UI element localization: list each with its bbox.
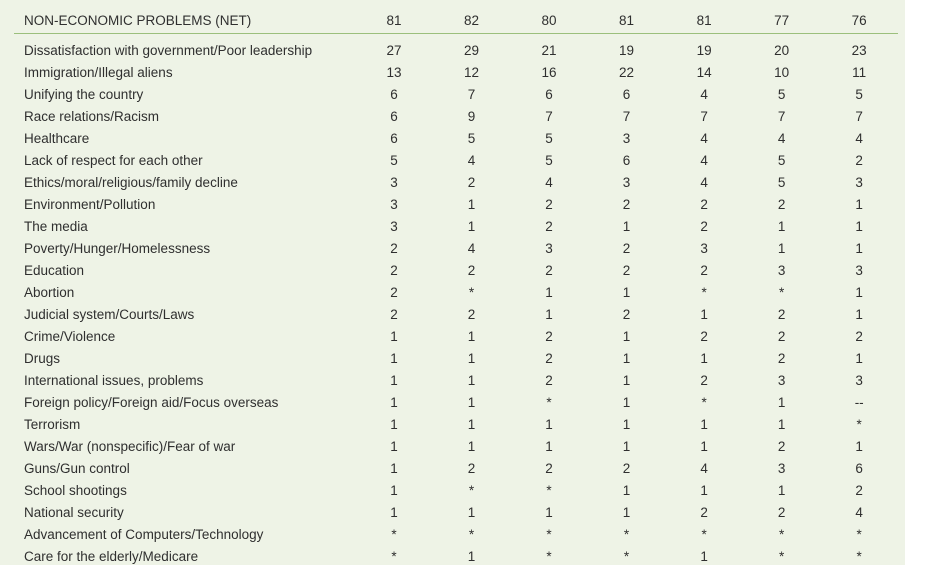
cell-value: 1 xyxy=(700,351,708,366)
row-label: Healthcare xyxy=(24,131,90,146)
cell-value: 1 xyxy=(622,483,631,498)
cell-value: 6 xyxy=(545,87,553,102)
cell-value: 19 xyxy=(619,43,635,58)
cell-value: * xyxy=(546,527,552,542)
cell-value: 3 xyxy=(777,263,786,278)
row-label: Crime/Violence xyxy=(24,329,116,344)
cell-value: 1 xyxy=(622,285,631,300)
cell-value: 1 xyxy=(777,483,786,498)
cell-value: 2 xyxy=(700,373,708,388)
cell-value: 1 xyxy=(467,351,476,366)
cell-value: 1 xyxy=(545,285,553,300)
cell-value: * xyxy=(701,285,707,300)
row-label: School shootings xyxy=(24,483,127,498)
cell-value: 1 xyxy=(855,351,863,366)
problems-table xyxy=(14,8,898,568)
cell-value: 1 xyxy=(622,439,631,454)
cell-value: 5 xyxy=(390,153,398,168)
cell-value: 1 xyxy=(390,505,398,520)
table-row xyxy=(14,106,898,128)
table-row xyxy=(14,502,898,524)
cell-value: 1 xyxy=(855,241,863,256)
cell-value: 1 xyxy=(700,483,708,498)
row-label: National security xyxy=(24,505,124,520)
cell-value: 2 xyxy=(390,307,398,322)
cell-value: 5 xyxy=(777,87,786,102)
cell-value: 1 xyxy=(545,417,553,432)
cell-value: 1 xyxy=(777,241,786,256)
cell-value: * xyxy=(856,549,862,564)
cell-value: 3 xyxy=(855,263,863,278)
cell-value: 19 xyxy=(696,43,712,58)
cell-value: 1 xyxy=(622,395,631,410)
cell-value: 1 xyxy=(622,329,631,344)
cell-value: 1 xyxy=(467,505,476,520)
cell-value: 1 xyxy=(855,285,863,300)
cell-value: 2 xyxy=(545,263,553,278)
cell-value: 2 xyxy=(545,461,553,476)
table-row xyxy=(14,304,898,326)
cell-value: 23 xyxy=(851,43,867,58)
cell-value: 3 xyxy=(855,373,863,388)
cell-value: 2 xyxy=(777,329,786,344)
cell-value: 1 xyxy=(545,505,553,520)
cell-value: 2 xyxy=(777,197,786,212)
cell-value: 3 xyxy=(777,461,786,476)
cell-value: 2 xyxy=(622,241,631,256)
cell-value: 6 xyxy=(390,109,398,124)
row-label: The media xyxy=(24,219,88,234)
cell-value: 1 xyxy=(467,197,476,212)
cell-value: 9 xyxy=(467,109,476,124)
cell-value: 82 xyxy=(433,8,511,34)
cell-value: 1 xyxy=(390,329,398,344)
cell-value: 4 xyxy=(700,153,708,168)
cell-value: 1 xyxy=(467,219,476,234)
cell-value: 2 xyxy=(545,373,553,388)
cell-value: 7 xyxy=(545,109,553,124)
cell-value: 1 xyxy=(855,307,863,322)
cell-value: 2 xyxy=(390,263,398,278)
cell-value: 2 xyxy=(390,285,398,300)
cell-value: * xyxy=(623,549,630,564)
cell-value: 5 xyxy=(545,131,553,146)
cell-value: 4 xyxy=(700,87,708,102)
table-row xyxy=(14,238,898,260)
cell-value: 2 xyxy=(467,175,476,190)
cell-value: 1 xyxy=(855,197,863,212)
cell-value: * xyxy=(856,527,862,542)
cell-value: 2 xyxy=(467,461,476,476)
table-row xyxy=(14,194,898,216)
cell-value: 10 xyxy=(774,65,790,80)
cell-value: 1 xyxy=(622,505,631,520)
cell-value: 1 xyxy=(855,439,863,454)
cell-value: 4 xyxy=(700,175,708,190)
cell-value: 2 xyxy=(700,219,708,234)
cell-value: * xyxy=(623,527,630,542)
cell-value: 1 xyxy=(622,351,631,366)
cell-value: 4 xyxy=(545,175,553,190)
cell-value: * xyxy=(701,395,707,410)
cell-value: 14 xyxy=(696,65,712,80)
table-row xyxy=(14,216,898,238)
net-row xyxy=(14,8,898,34)
cell-value: 2 xyxy=(777,351,786,366)
cell-value: 1 xyxy=(467,329,476,344)
row-label: Ethics/moral/religious/family decline xyxy=(24,175,238,190)
cell-value: 1 xyxy=(545,439,553,454)
table-row xyxy=(14,370,898,392)
row-label: Advancement of Computers/Technology xyxy=(24,527,264,542)
cell-value: 1 xyxy=(390,439,398,454)
cell-value: 5 xyxy=(777,175,786,190)
cell-value: 4 xyxy=(467,241,476,256)
cell-value: -- xyxy=(854,395,864,410)
cell-value: 1 xyxy=(467,373,476,388)
row-label: International issues, problems xyxy=(24,373,204,388)
table-row xyxy=(14,480,898,502)
table-row xyxy=(14,150,898,172)
cell-value: 2 xyxy=(545,329,553,344)
cell-value: 77 xyxy=(743,8,821,34)
cell-value: 6 xyxy=(390,87,398,102)
cell-value: 1 xyxy=(855,219,863,234)
row-label: Education xyxy=(24,263,85,278)
cell-value: 6 xyxy=(622,153,631,168)
cell-value: 7 xyxy=(700,109,708,124)
row-label: Care for the elderly/Medicare xyxy=(24,549,199,564)
row-label: Race relations/Racism xyxy=(24,109,160,124)
cell-value: 5 xyxy=(467,131,476,146)
cell-value: 22 xyxy=(619,65,635,80)
table-row xyxy=(14,458,898,480)
cell-value: * xyxy=(468,527,475,542)
cell-value: 6 xyxy=(855,461,863,476)
cell-value: 11 xyxy=(852,65,867,80)
row-label: Judicial system/Courts/Laws xyxy=(24,307,195,322)
cell-value: 1 xyxy=(467,417,476,432)
cell-value: 2 xyxy=(855,153,863,168)
cell-value: 2 xyxy=(855,329,863,344)
cell-value: * xyxy=(468,483,475,498)
cell-value: 1 xyxy=(467,439,476,454)
row-label: Wars/War (nonspecific)/Fear of war xyxy=(24,439,236,454)
cell-value: 80 xyxy=(510,8,588,34)
right-margin xyxy=(905,0,938,565)
table-row xyxy=(14,172,898,194)
cell-value: 5 xyxy=(545,153,553,168)
cell-value: 2 xyxy=(777,505,786,520)
cell-value: 29 xyxy=(463,43,479,58)
cell-value: * xyxy=(778,549,785,564)
row-label: Guns/Gun control xyxy=(24,461,130,476)
cell-value: 1 xyxy=(467,549,476,564)
cell-value: 20 xyxy=(774,43,790,58)
cell-value: 4 xyxy=(700,461,708,476)
cell-value: * xyxy=(701,527,707,542)
table-row xyxy=(14,34,898,63)
table-row xyxy=(14,414,898,436)
cell-value: 1 xyxy=(777,395,786,410)
cell-value: 2 xyxy=(390,241,398,256)
cell-value: 2 xyxy=(700,505,708,520)
cell-value: 81 xyxy=(355,8,433,34)
cell-value: 4 xyxy=(855,505,863,520)
cell-value: 2 xyxy=(545,219,553,234)
cell-value: 7 xyxy=(622,109,631,124)
cell-value: 1 xyxy=(700,549,708,564)
cell-value: 13 xyxy=(386,65,402,80)
row-label: NON-ECONOMIC PROBLEMS (NET) xyxy=(14,8,355,34)
table-row xyxy=(14,260,898,282)
cell-value: 1 xyxy=(390,373,398,388)
row-label: Environment/Pollution xyxy=(24,197,156,212)
cell-value: * xyxy=(546,483,552,498)
cell-value: * xyxy=(778,527,785,542)
cell-value: 1 xyxy=(622,417,631,432)
cell-value: 2 xyxy=(622,263,631,278)
cell-value: 1 xyxy=(390,483,398,498)
cell-value: 1 xyxy=(622,373,631,388)
cell-value: 1 xyxy=(390,351,398,366)
cell-value: 2 xyxy=(700,329,708,344)
cell-value: 4 xyxy=(700,131,708,146)
cell-value: 3 xyxy=(700,241,708,256)
cell-value: 2 xyxy=(700,263,708,278)
cell-value: 21 xyxy=(541,43,557,58)
cell-value: * xyxy=(778,285,785,300)
cell-value: 3 xyxy=(545,241,553,256)
cell-value: 2 xyxy=(467,263,476,278)
cell-value: 5 xyxy=(855,87,863,102)
cell-value: 7 xyxy=(855,109,863,124)
cell-value: 1 xyxy=(390,417,398,432)
cell-value: 1 xyxy=(390,461,398,476)
cell-value: 2 xyxy=(622,461,631,476)
cell-value: 5 xyxy=(777,153,786,168)
cell-value: 3 xyxy=(390,219,398,234)
table-row xyxy=(14,524,898,546)
cell-value: 2 xyxy=(622,307,631,322)
cell-value: 6 xyxy=(390,131,398,146)
row-label: Immigration/Illegal aliens xyxy=(24,65,173,80)
cell-value: 7 xyxy=(777,109,786,124)
row-label: Poverty/Hunger/Homelessness xyxy=(24,241,211,256)
cell-value: 4 xyxy=(855,131,863,146)
cell-value: 1 xyxy=(700,417,708,432)
table-row xyxy=(14,392,898,414)
cell-value: 6 xyxy=(622,87,631,102)
cell-value: 3 xyxy=(390,175,398,190)
cell-value: 1 xyxy=(700,439,708,454)
cell-value: 1 xyxy=(467,395,476,410)
cell-value: 3 xyxy=(622,175,631,190)
cell-value: 3 xyxy=(390,197,398,212)
table-row xyxy=(14,62,898,84)
row-label: Terrorism xyxy=(24,417,81,432)
cell-value: 1 xyxy=(390,395,398,410)
cell-value: 2 xyxy=(545,351,553,366)
row-label: Unifying the country xyxy=(24,87,144,102)
cell-value: 1 xyxy=(777,219,786,234)
table-row xyxy=(14,436,898,458)
cell-value: 2 xyxy=(467,307,476,322)
cell-value: 1 xyxy=(622,219,631,234)
cell-value: * xyxy=(468,285,475,300)
cell-value: 4 xyxy=(467,153,476,168)
cell-value: 81 xyxy=(588,8,666,34)
cell-value: 3 xyxy=(777,373,786,388)
cell-value: 1 xyxy=(777,417,786,432)
cell-value: 1 xyxy=(700,307,708,322)
row-label: Dissatisfaction with government/Poor leadership xyxy=(24,43,313,58)
cell-value: * xyxy=(856,417,862,432)
cell-value: 12 xyxy=(463,65,479,80)
cell-value: 2 xyxy=(777,439,786,454)
cell-value: 76 xyxy=(820,8,898,34)
cell-value: * xyxy=(391,549,397,564)
cell-value: 2 xyxy=(622,197,631,212)
row-label: Lack of respect for each other xyxy=(24,153,203,168)
row-label: Drugs xyxy=(24,351,61,366)
cell-value: 4 xyxy=(777,131,786,146)
cell-value: 3 xyxy=(855,175,863,190)
cell-value: 2 xyxy=(855,483,863,498)
cell-value: 2 xyxy=(545,197,553,212)
row-label: Abortion xyxy=(24,285,75,300)
cell-value: 81 xyxy=(665,8,743,34)
cell-value: 2 xyxy=(700,197,708,212)
cell-value: 3 xyxy=(622,131,631,146)
cell-value: 16 xyxy=(541,65,557,80)
cell-value: 2 xyxy=(777,307,786,322)
table-row xyxy=(14,128,898,150)
cell-value: * xyxy=(391,527,397,542)
row-label: Foreign policy/Foreign aid/Focus overseas xyxy=(24,395,279,410)
cell-value: * xyxy=(546,395,552,410)
table-row xyxy=(14,84,898,106)
table-row xyxy=(14,326,898,348)
cell-value: 27 xyxy=(386,43,402,58)
cell-value: * xyxy=(546,549,552,564)
table-row xyxy=(14,282,898,304)
cell-value: 7 xyxy=(467,87,476,102)
cell-value: 1 xyxy=(545,307,553,322)
table-row xyxy=(14,348,898,370)
